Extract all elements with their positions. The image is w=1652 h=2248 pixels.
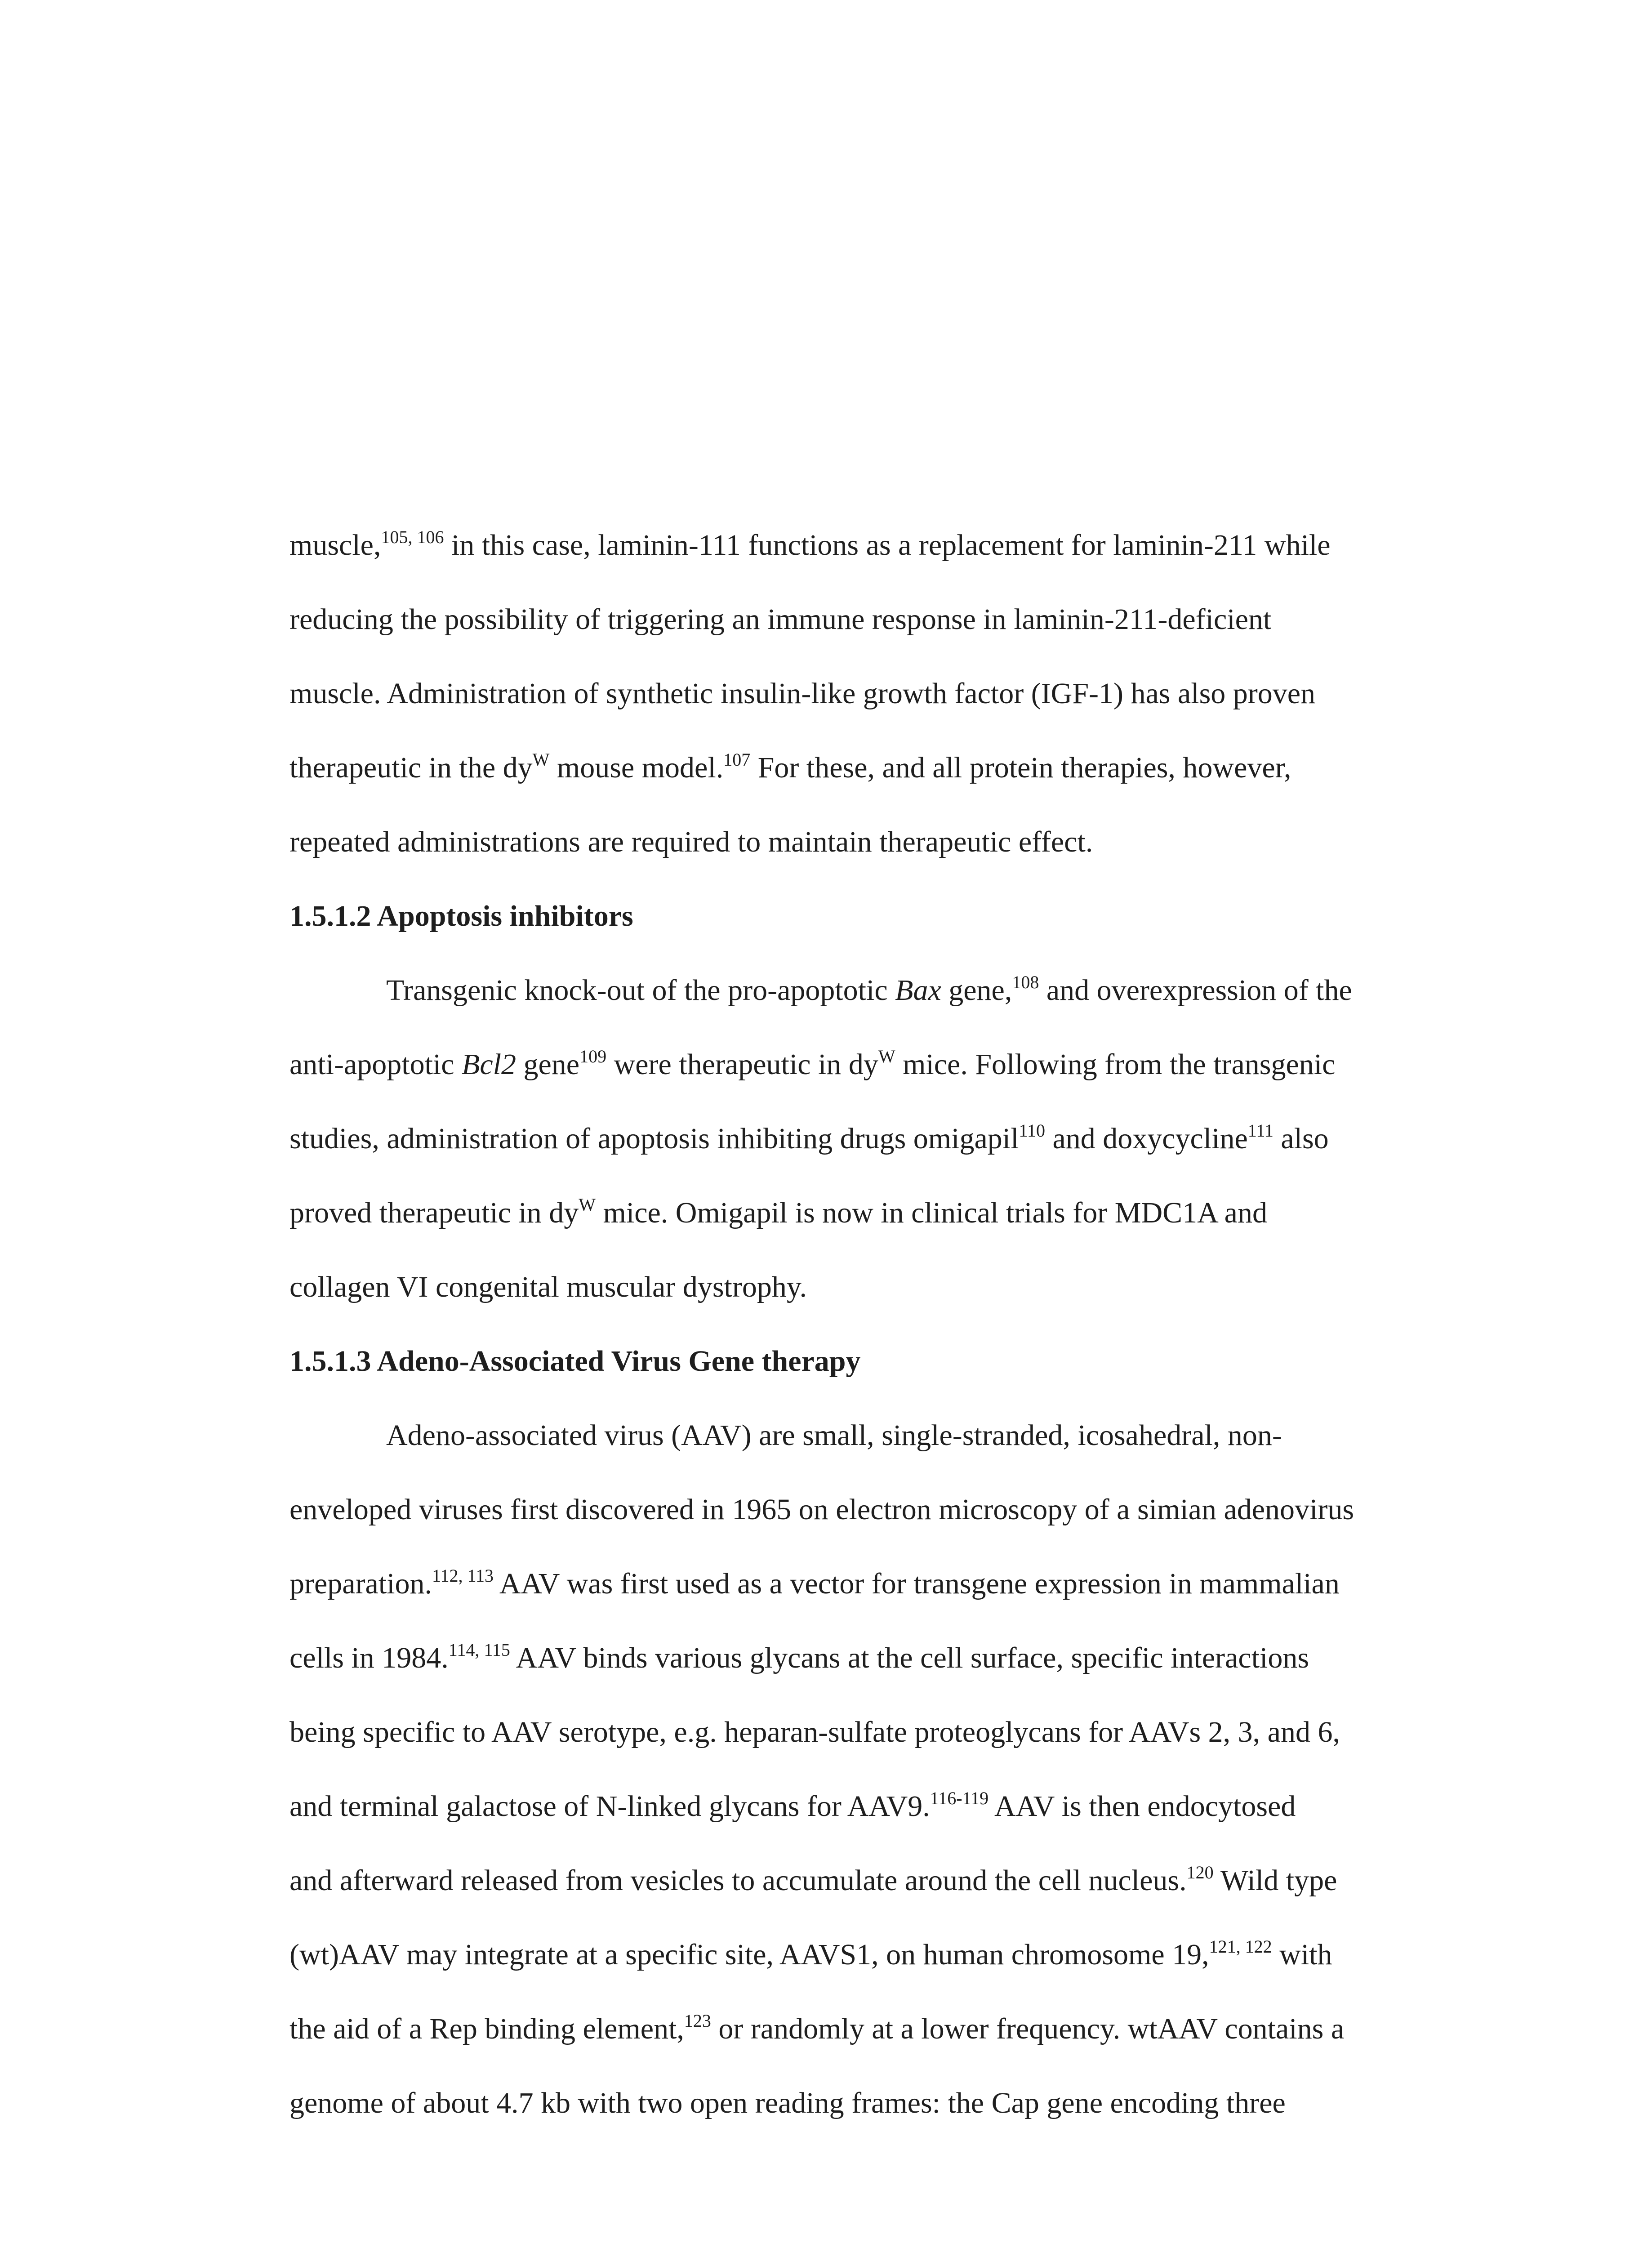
citation-superscript: 107 [723,749,751,770]
body-text-line [289,1769,1440,1843]
text-run: (wt)AAV may integrate at a specific site, AAVS1, on human chromosome 19, [289,1938,1209,1971]
citation-superscript: 121, 122 [1209,1936,1272,1957]
text-run: or randomly at a lower frequency. wtAAV contains a [711,2012,1345,2045]
citation-superscript: 114, 115 [448,1640,510,1660]
document-body [289,508,1440,2140]
text-run: and overexpression of the [1039,974,1352,1007]
body-text-line [289,1027,1440,1102]
text-run: For these, and all protein therapies, however, [750,751,1291,784]
text-run: mouse model. [549,751,724,784]
citation-superscript: W [878,1046,895,1066]
text-run: therapeutic in the dy [289,751,533,784]
text-run: collagen VI congenital muscular dystrophy. [289,1271,807,1303]
body-text-line [289,1250,1440,1324]
text-run: with [1272,1938,1332,1971]
text-run: cells in 1984. [289,1641,449,1674]
body-text-line [289,582,1440,656]
body-text-line [289,1918,1440,1992]
text-run: and terminal galactose of N-linked glycans for AAV9. [289,1790,930,1823]
body-text-line [289,1992,1440,2066]
text-run: being specific to AAV serotype, e.g. heparan-sulfate proteoglycans for AAVs 2, 3, and 6, [289,1716,1340,1748]
text-run: AAV binds various glycans at the cell surface, specific interactions [510,1641,1309,1674]
gene-name-italic: Bcl2 [462,1048,516,1081]
text-run: the aid of a Rep binding element, [289,2012,684,2045]
section-heading-aav-gene-therapy [289,1324,1440,1398]
text-run: Transgenic knock-out of the pro-apoptotic [386,974,895,1007]
body-text-line [289,1547,1440,1621]
body-text-line [289,1102,1440,1176]
text-run: repeated administrations are required to maintain therapeutic effect. [289,825,1093,858]
citation-superscript: 112, 113 [432,1566,494,1586]
text-run: preparation. [289,1567,432,1600]
body-text-line [289,1176,1440,1250]
text-run: mice. Following from the transgenic [895,1048,1336,1081]
text-run: anti-apoptotic [289,1048,462,1081]
citation-superscript: 111 [1247,1120,1274,1141]
body-text-line [289,1472,1440,1547]
paragraph-first-line [289,1398,1440,1472]
text-run: and afterward released from vesicles to accumulate around the cell nucleus. [289,1864,1187,1897]
citation-superscript: 108 [1012,972,1039,992]
text-run: Adeno-associated virus (AAV) are small, single-stranded, icosahedral, non- [386,1419,1282,1452]
text-run: muscle, [289,529,381,562]
text-run: 1.5.1.2 Apoptosis inhibitors [289,900,633,932]
text-run: proved therapeutic in dy [289,1196,579,1229]
body-text-line [289,1621,1440,1695]
body-text-line [289,1843,1440,1918]
body-text-line [289,656,1440,731]
body-text-line [289,508,1440,582]
citation-superscript: 116-119 [930,1788,989,1808]
body-text-line [289,2066,1440,2140]
text-run: genome of about 4.7 kb with two open reading frames: the Cap gene encoding three [289,2087,1286,2119]
text-run: in this case, laminin-111 functions as a replacement for laminin-211 while [444,529,1331,562]
text-run: 1.5.1.3 Adeno-Associated Virus Gene therapy [289,1345,861,1378]
citation-superscript: W [532,749,550,770]
citation-superscript: 110 [1019,1120,1045,1141]
paragraph-first-line [289,953,1440,1027]
text-run: gene, [941,974,1012,1007]
citation-superscript: 123 [684,2011,711,2031]
text-run: reducing the possibility of triggering an immune response in laminin-211-deficient [289,603,1272,636]
text-run: AAV is then endocytosed [989,1790,1296,1823]
citation-superscript: 105, 106 [381,527,444,547]
text-run: muscle. Administration of synthetic insulin-like growth factor (IGF-1) has also proven [289,677,1316,710]
text-run: AAV was first used as a vector for transgene expression in mammalian [494,1567,1340,1600]
citation-superscript: 120 [1186,1862,1214,1882]
section-heading-apoptosis-inhibitors [289,879,1440,953]
gene-name-italic: Bax [895,974,941,1007]
body-text-line [289,805,1440,879]
text-run: also [1273,1122,1329,1155]
body-text-line [289,1695,1440,1769]
body-text-line [289,731,1440,805]
text-run: studies, administration of apoptosis inhibiting drugs omigapil [289,1122,1019,1155]
citation-superscript: W [579,1195,596,1215]
text-run: enveloped viruses first discovered in 1965 on electron microscopy of a simian adenovirus [289,1493,1354,1526]
citation-superscript: 109 [579,1046,607,1066]
text-run: mice. Omigapil is now in clinical trials for MDC1A and [596,1196,1267,1229]
text-run: and doxycycline [1045,1122,1248,1155]
text-run: were therapeutic in dy [606,1048,878,1081]
text-run: Wild type [1213,1864,1337,1897]
text-run: gene [516,1048,580,1081]
